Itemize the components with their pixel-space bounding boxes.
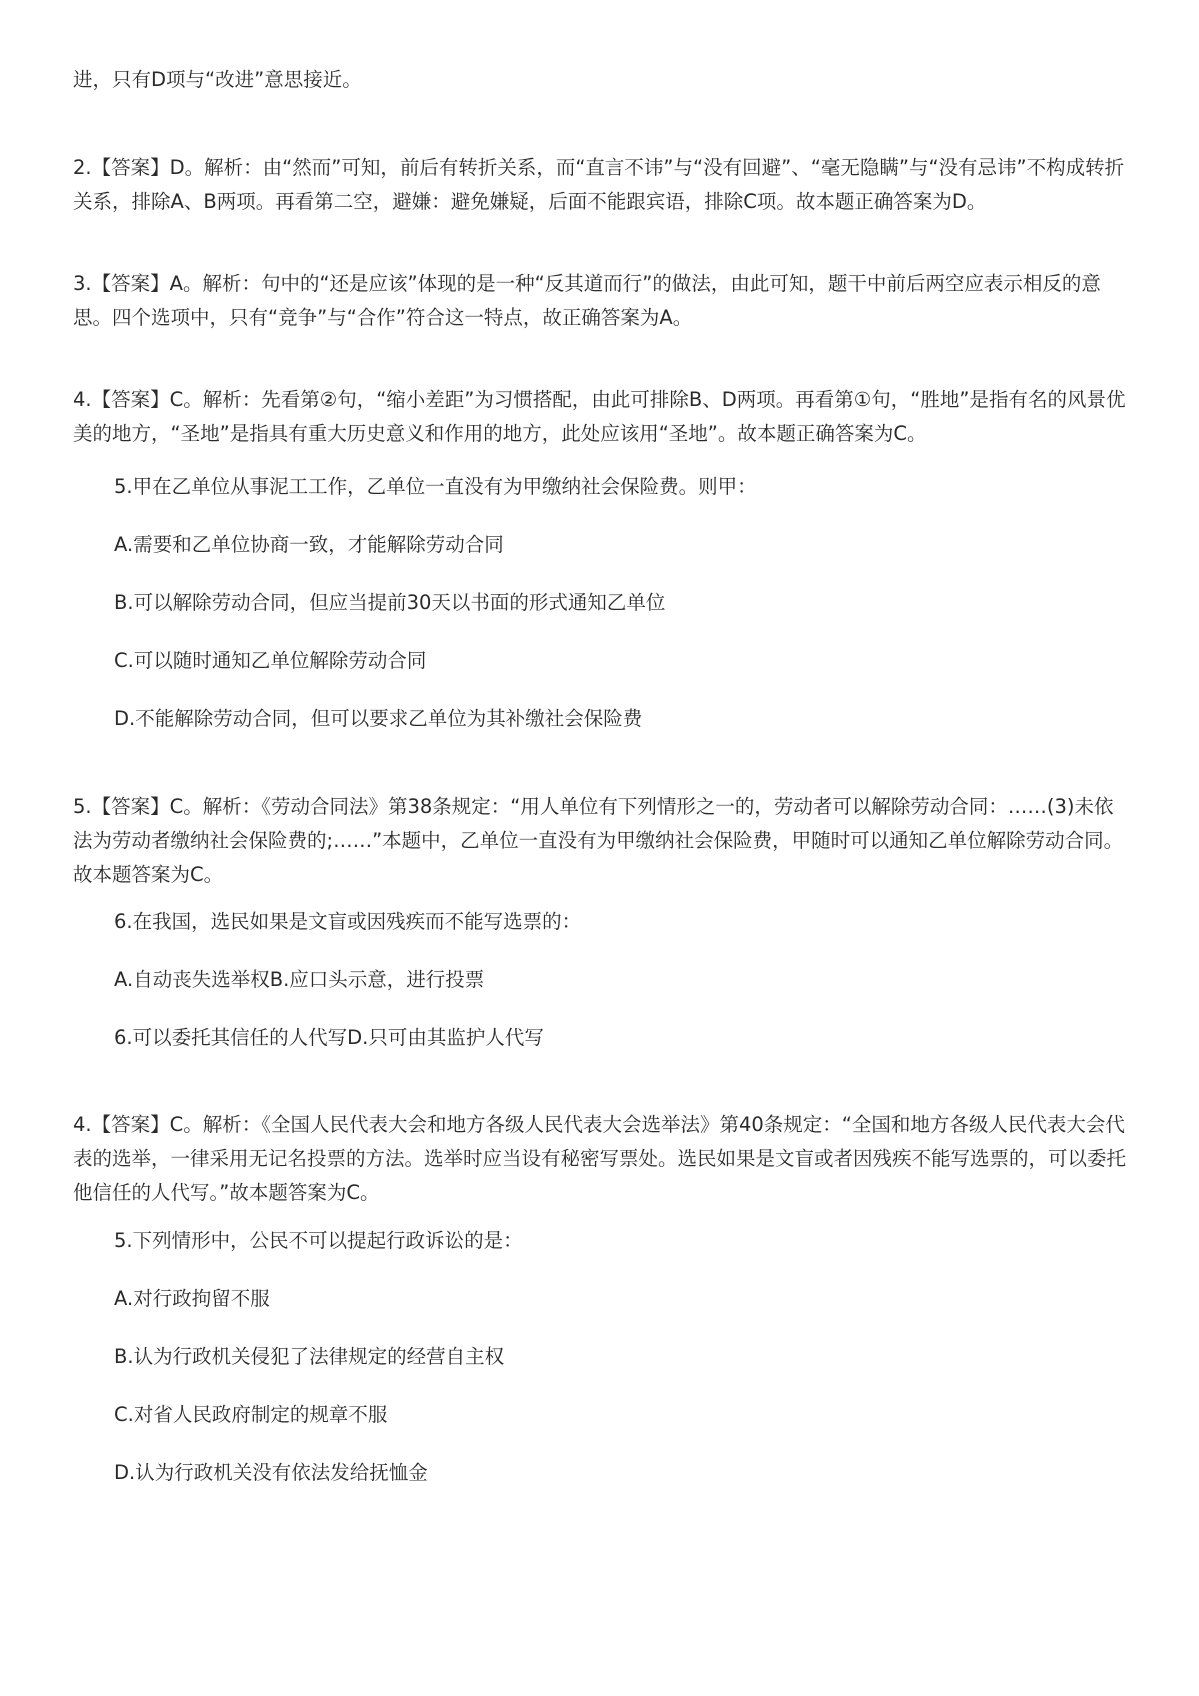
answer-2-explanation: 2.【答案】D。解析：由“然而”可知，前后有转折关系，而“直言不讳”与“没有回避”、“毫无隐瞒”与“没有忌讳”不构成转折关系，排除A、B两项。再看第二空，避嫌：避免嫌疑，后面不能跟宾语，排除C项。故本题正确答案为D。 (73, 156, 1125, 213)
question-7-option-a: A.对行政拘留不服 (114, 1287, 270, 1310)
question-5-stem: 5.甲在乙单位从事泥工工作，乙单位一直没有为甲缴纳社会保险费。则甲： (114, 475, 757, 498)
question-7-option-d: D.认为行政机关没有依法发给抚恤金 (114, 1461, 428, 1484)
question-6-stem: 6.在我国，选民如果是文盲或因残疾而不能写选票的： (114, 910, 582, 933)
question-6-options-ab: A.自动丧失选举权B.应口头示意，进行投票 (114, 968, 485, 991)
question-6-options-cd: 6.可以委托其信任的人代写D.只可由其监护人代写 (114, 1026, 544, 1049)
question-5-option-c: C.可以随时通知乙单位解除劳动合同 (114, 649, 427, 672)
answer-continuation: 进，只有D项与“改进”意思接近。 (73, 68, 362, 91)
answer-6-explanation: 4.【答案】C。解析：《全国人民代表大会和地方各级人民代表大会选举法》第40条规定：“全国和地方各级人民代表大会代表的选举，一律采用无记名投票的方法。选举时应当设有秘密写票处。选民如果是文盲或者因残疾不能写选票的，可以委托他信任的人代写。”故本题答案为C。 (73, 1113, 1127, 1204)
question-7-option-c: C.对省人民政府制定的规章不服 (114, 1403, 388, 1426)
question-7-stem: 5.下列情形中，公民不可以提起行政诉讼的是： (114, 1229, 523, 1252)
question-5-option-a: A.需要和乙单位协商一致，才能解除劳动合同 (114, 533, 504, 556)
answer-5-explanation: 5.【答案】C。解析：《劳动合同法》第38条规定：“用人单位有下列情形之一的，劳动者可以解除劳动合同：……(3)未依法为劳动者缴纳社会保险费的;……”本题中，乙单位一直没有为甲缴纳社会保险费，甲随时可以通知乙单位解除劳动合同。故本题答案为C。 (73, 795, 1124, 886)
question-5-option-d: D.不能解除劳动合同，但可以要求乙单位为其补缴社会保险费 (114, 707, 643, 730)
question-5-option-b: B.可以解除劳动合同，但应当提前30天以书面的形式通知乙单位 (114, 591, 666, 614)
answer-3-explanation: 3.【答案】A。解析：句中的“还是应该”体现的是一种“反其道而行”的做法，由此可知，题干中前后两空应表示相反的意思。四个选项中，只有“竞争”与“合作”符合这一特点，故正确答案为A。 (73, 272, 1101, 329)
answer-4-explanation: 4.【答案】C。解析：先看第②句，“缩小差距”为习惯搭配，由此可排除B、D两项。再看第①句，“胜地”是指有名的风景优美的地方，“圣地”是指具有重大历史意义和作用的地方，此处应该用“圣地”。故本题正确答案为C。 (73, 388, 1126, 445)
question-7-option-b: B.认为行政机关侵犯了法律规定的经营自主权 (114, 1345, 505, 1368)
